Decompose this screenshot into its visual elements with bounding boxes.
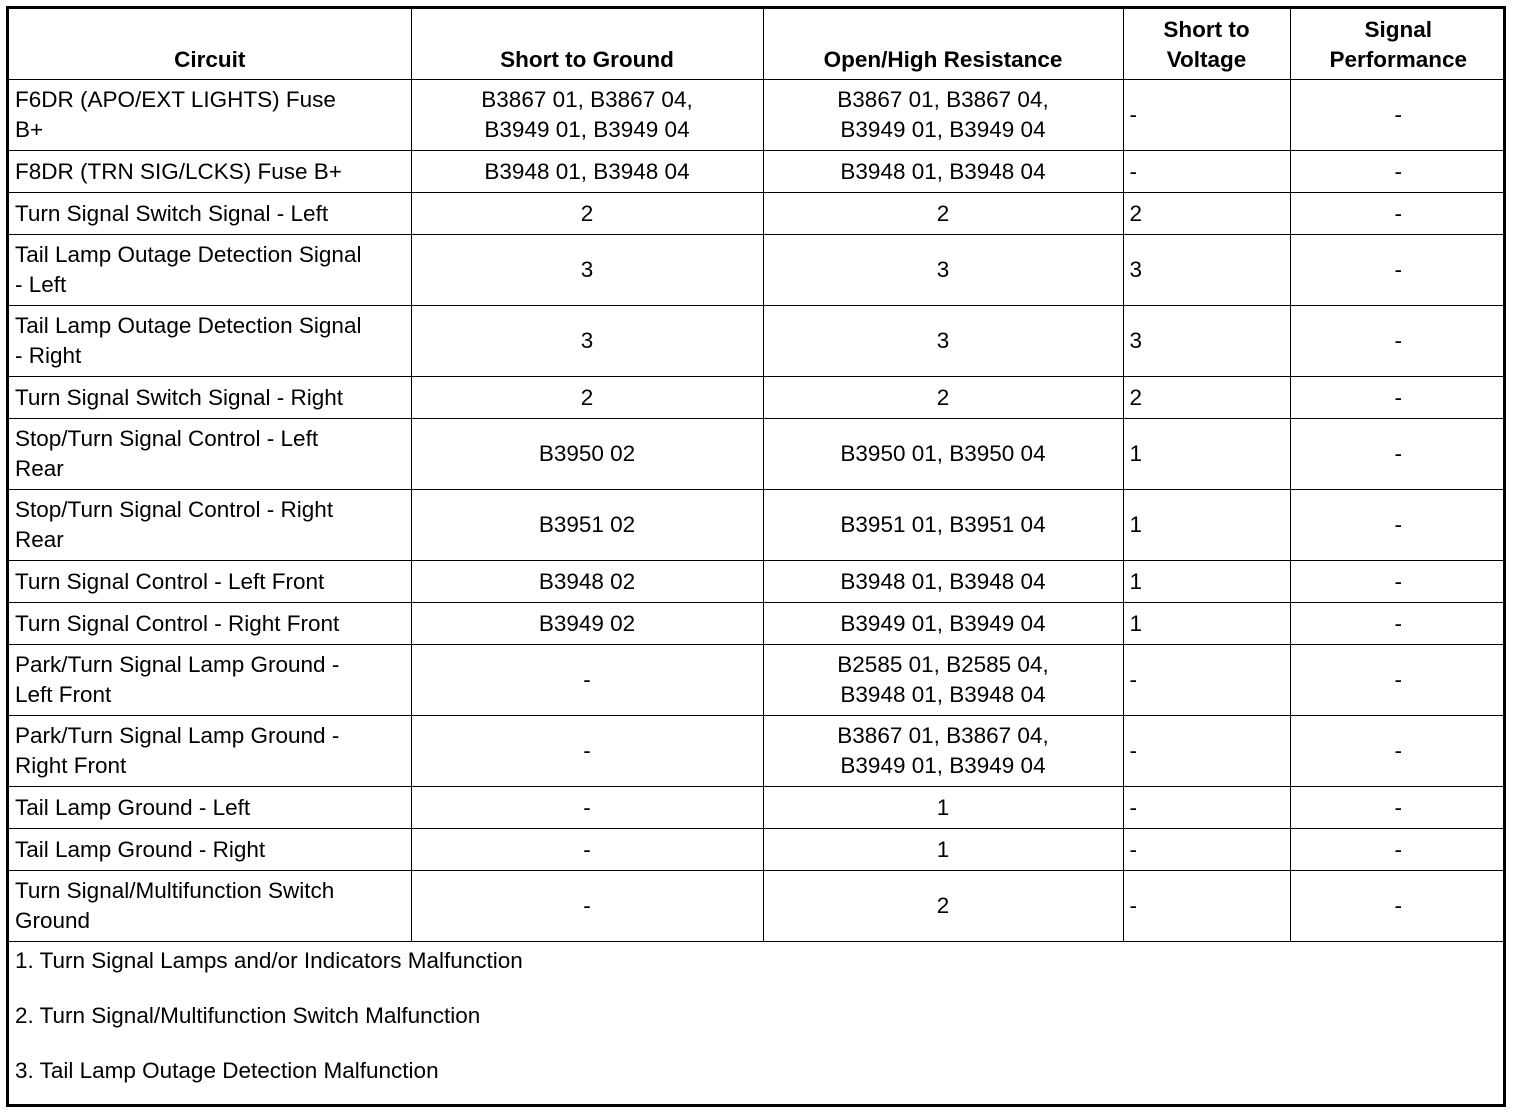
- cell-short-to-voltage: 2: [1123, 377, 1290, 419]
- table-row: [9, 419, 1506, 490]
- cell-short-to-ground: B3950 02: [411, 419, 763, 490]
- cell-short-to-ground: -: [411, 716, 763, 787]
- cell-short-to-voltage: 1: [1123, 419, 1290, 490]
- cell-open-high-resistance: 3: [763, 235, 1123, 306]
- cell-signal-performance: -: [1290, 603, 1506, 645]
- cell-short-to-voltage: -: [1123, 80, 1290, 151]
- cell-open-high-resistance: B3948 01, B3948 04: [763, 561, 1123, 603]
- cell-circuit: Tail Lamp Ground - Right: [9, 829, 411, 871]
- cell-circuit: Park/Turn Signal Lamp Ground - Left Front: [9, 645, 411, 716]
- footnotes: [9, 942, 1503, 1111]
- table-row: [9, 490, 1506, 561]
- cell-short-to-voltage: 3: [1123, 235, 1290, 306]
- cell-signal-performance: -: [1290, 561, 1506, 603]
- cell-short-to-ground: -: [411, 787, 763, 829]
- cell-open-high-resistance: B3950 01, B3950 04: [763, 419, 1123, 490]
- cell-signal-performance: -: [1290, 151, 1506, 193]
- cell-open-high-resistance: B3951 01, B3951 04: [763, 490, 1123, 561]
- cell-signal-performance: -: [1290, 645, 1506, 716]
- cell-circuit: Turn Signal Switch Signal - Left: [9, 193, 411, 235]
- cell-signal-performance: -: [1290, 306, 1506, 377]
- cell-signal-performance: -: [1290, 193, 1506, 235]
- footnote-1: 1. Turn Signal Lamps and/or Indicators Malfunction: [15, 948, 523, 973]
- cell-open-high-resistance: 2: [763, 193, 1123, 235]
- cell-short-to-voltage: -: [1123, 787, 1290, 829]
- cell-open-high-resistance: 1: [763, 787, 1123, 829]
- table-row: [9, 716, 1506, 787]
- header-short-to-voltage: Short to Voltage: [1123, 9, 1290, 80]
- cell-signal-performance: -: [1290, 235, 1506, 306]
- cell-open-high-resistance: B2585 01, B2585 04, B3948 01, B3948 04: [763, 645, 1123, 716]
- cell-short-to-voltage: -: [1123, 871, 1290, 942]
- cell-signal-performance: -: [1290, 871, 1506, 942]
- cell-short-to-ground: B3867 01, B3867 04, B3949 01, B3949 04: [411, 80, 763, 151]
- cell-short-to-voltage: -: [1123, 151, 1290, 193]
- cell-circuit: Park/Turn Signal Lamp Ground - Right Front: [9, 716, 411, 787]
- header-circuit: Circuit: [9, 9, 411, 80]
- cell-short-to-voltage: 1: [1123, 603, 1290, 645]
- table-row: [9, 787, 1506, 829]
- table-row: [9, 645, 1506, 716]
- table-row: [9, 561, 1506, 603]
- cell-circuit: Tail Lamp Ground - Left: [9, 787, 411, 829]
- cell-short-to-ground: -: [411, 871, 763, 942]
- cell-short-to-voltage: -: [1123, 716, 1290, 787]
- cell-short-to-voltage: -: [1123, 645, 1290, 716]
- cell-open-high-resistance: B3949 01, B3949 04: [763, 603, 1123, 645]
- cell-signal-performance: -: [1290, 377, 1506, 419]
- circuit-dtc-table: [9, 9, 1506, 942]
- cell-short-to-ground: 3: [411, 306, 763, 377]
- cell-open-high-resistance: B3867 01, B3867 04, B3949 01, B3949 04: [763, 716, 1123, 787]
- table-row: [9, 871, 1506, 942]
- cell-short-to-voltage: 1: [1123, 490, 1290, 561]
- cell-signal-performance: -: [1290, 419, 1506, 490]
- table-row: [9, 151, 1506, 193]
- table-row: [9, 306, 1506, 377]
- table-row: [9, 829, 1506, 871]
- cell-open-high-resistance: 3: [763, 306, 1123, 377]
- cell-signal-performance: -: [1290, 787, 1506, 829]
- cell-circuit: Stop/Turn Signal Control - Right Rear: [9, 490, 411, 561]
- cell-circuit: Tail Lamp Outage Detection Signal - Right: [9, 306, 411, 377]
- cell-short-to-ground: B3948 01, B3948 04: [411, 151, 763, 193]
- cell-short-to-ground: 2: [411, 377, 763, 419]
- cell-signal-performance: -: [1290, 490, 1506, 561]
- cell-short-to-voltage: 3: [1123, 306, 1290, 377]
- header-short-to-ground: Short to Ground: [411, 9, 763, 80]
- cell-circuit: Turn Signal Control - Left Front: [9, 561, 411, 603]
- cell-open-high-resistance: B3948 01, B3948 04: [763, 151, 1123, 193]
- cell-circuit: F6DR (APO/EXT LIGHTS) Fuse B+: [9, 80, 411, 151]
- cell-open-high-resistance: 2: [763, 871, 1123, 942]
- cell-short-to-voltage: 2: [1123, 193, 1290, 235]
- cell-circuit: Turn Signal Control - Right Front: [9, 603, 411, 645]
- cell-circuit: Turn Signal Switch Signal - Right: [9, 377, 411, 419]
- cell-short-to-ground: -: [411, 645, 763, 716]
- header-open-high-resistance: Open/High Resistance: [763, 9, 1123, 80]
- header-signal-performance: Signal Performance: [1290, 9, 1506, 80]
- cell-signal-performance: -: [1290, 716, 1506, 787]
- table-row: [9, 80, 1506, 151]
- cell-short-to-ground: B3951 02: [411, 490, 763, 561]
- cell-short-to-voltage: -: [1123, 829, 1290, 871]
- cell-signal-performance: -: [1290, 80, 1506, 151]
- cell-open-high-resistance: 2: [763, 377, 1123, 419]
- table-row: [9, 193, 1506, 235]
- footnote-3: 3. Tail Lamp Outage Detection Malfunction: [15, 1058, 439, 1083]
- table-row: [9, 377, 1506, 419]
- footnote-2: 2. Turn Signal/Multifunction Switch Malfunction: [15, 1003, 481, 1028]
- cell-short-to-ground: B3948 02: [411, 561, 763, 603]
- table-header-row: [9, 9, 1506, 80]
- cell-circuit: Tail Lamp Outage Detection Signal - Left: [9, 235, 411, 306]
- diagnostic-table-sheet: [6, 6, 1506, 1107]
- cell-short-to-ground: 2: [411, 193, 763, 235]
- table-row: [9, 603, 1506, 645]
- cell-circuit: Stop/Turn Signal Control - Left Rear: [9, 419, 411, 490]
- cell-open-high-resistance: 1: [763, 829, 1123, 871]
- cell-short-to-ground: -: [411, 829, 763, 871]
- cell-circuit: Turn Signal/Multifunction Switch Ground: [9, 871, 411, 942]
- table-row: [9, 235, 1506, 306]
- cell-short-to-voltage: 1: [1123, 561, 1290, 603]
- cell-open-high-resistance: B3867 01, B3867 04, B3949 01, B3949 04: [763, 80, 1123, 151]
- cell-short-to-ground: 3: [411, 235, 763, 306]
- cell-signal-performance: -: [1290, 829, 1506, 871]
- cell-circuit: F8DR (TRN SIG/LCKS) Fuse B+: [9, 151, 411, 193]
- cell-short-to-ground: B3949 02: [411, 603, 763, 645]
